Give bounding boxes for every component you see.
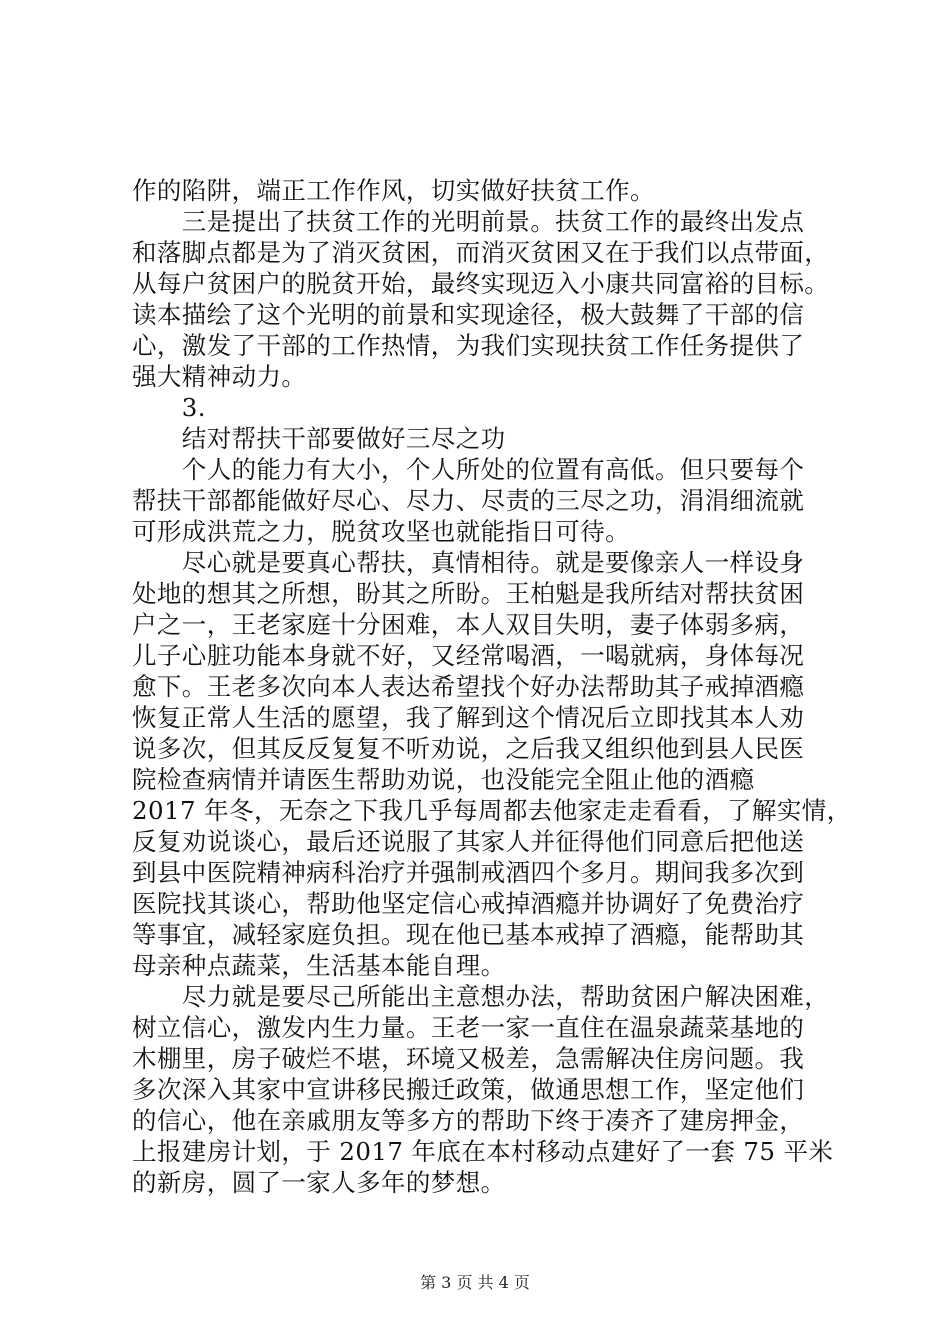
text-line: 愈下。王老多次向本人表达希望找个好办法帮助其子戒掉酒瘾: [132, 672, 805, 701]
text-line: 多次深入其家中宣讲移民搬迁政策，做通思想工作，坚定他们: [132, 1075, 805, 1104]
text-line: 三是提出了扶贫工作的光明前景。扶贫工作的最终出发点: [132, 207, 805, 236]
text-line: 上报建房计划，于 2017 年底在本村移动点建好了一套 75 平米: [132, 1137, 834, 1166]
text-line: 尽心就是要真心帮扶，真情相待。就是要像亲人一样设身: [132, 548, 805, 577]
text-line: 心，激发了干部的工作热情，为我们实现扶贫工作任务提供了: [132, 331, 805, 360]
text-line: 到县中医院精神病科治疗并强制戒酒四个多月。期间我多次到: [132, 858, 805, 887]
text-line: 的信心，他在亲戚朋友等多方的帮助下终于凑齐了建房押金，: [132, 1106, 805, 1135]
text-line: 树立信心，激发内生力量。王老一家一直住在温泉蔬菜基地的: [132, 1013, 805, 1042]
text-line: 从每户贫困户的脱贫开始，最终实现迈入小康共同富裕的目标。: [132, 269, 830, 298]
text-line: 母亲种点蔬菜，生活基本能自理。: [132, 951, 506, 980]
text-line: 个人的能力有大小，个人所处的位置有高低。但只要每个: [132, 455, 805, 484]
text-line: 等事宜，减轻家庭负担。现在他已基本戒掉了酒瘾，能帮助其: [132, 920, 805, 949]
text-line: 2017 年冬，无奈之下我几乎每周都去他家走走看看，了解实情，: [132, 796, 852, 825]
text-line: 说多次，但其反反复复不听劝说，之后我又组织他到县人民医: [132, 734, 805, 763]
text-line: 医院找其谈心，帮助他坚定信心戒掉酒瘾并协调好了免费治疗: [132, 889, 805, 918]
text-line: 尽力就是要尽己所能出主意想办法，帮助贫困户解决困难，: [132, 982, 830, 1011]
text-line: 反复劝说谈心，最后还说服了其家人并征得他们同意后把他送: [132, 827, 805, 856]
text-line: 强大精神动力。: [132, 362, 307, 391]
text-line: 院检查病情并请医生帮助劝说，也没能完全阻止他的酒瘾: [132, 765, 755, 794]
text-line: 和落脚点都是为了消灭贫困，而消灭贫困又在于我们以点带面，: [132, 238, 830, 267]
text-line: 读本描绘了这个光明的前景和实现途径，极大鼓舞了干部的信: [132, 300, 805, 329]
text-line: 户之一，王老家庭十分困难，本人双目失明，妻子体弱多病，: [132, 610, 805, 639]
text-line: 的新房，圆了一家人多年的梦想。: [132, 1168, 506, 1197]
page-footer: [0, 1270, 950, 1293]
section-heading: 结对帮扶干部要做好三尽之功: [132, 424, 506, 453]
page-number-label: 第 3 页 共 4 页: [420, 1273, 530, 1292]
text-line: 帮扶干部都能做好尽心、尽力、尽责的三尽之功，涓涓细流就: [132, 486, 805, 515]
text-line: 恢复正常人生活的愿望，我了解到这个情况后立即找其本人劝: [132, 703, 805, 732]
text-line: 木棚里，房子破烂不堪，环境又极差，急需解决住房问题。我: [132, 1044, 805, 1073]
text-line: 可形成洪荒之力，脱贫攻坚也就能指日可待。: [132, 517, 630, 546]
text-line: 处地的想其之所想，盼其之所盼。王柏魁是我所结对帮扶贫困: [132, 579, 805, 608]
section-number: 3.: [132, 393, 206, 422]
text-line: 儿子心脏功能本身就不好，又经常喝酒，一喝就病，身体每况: [132, 641, 805, 670]
text-line: 作的陷阱，端正工作作风，切实做好扶贫工作。: [132, 176, 655, 205]
